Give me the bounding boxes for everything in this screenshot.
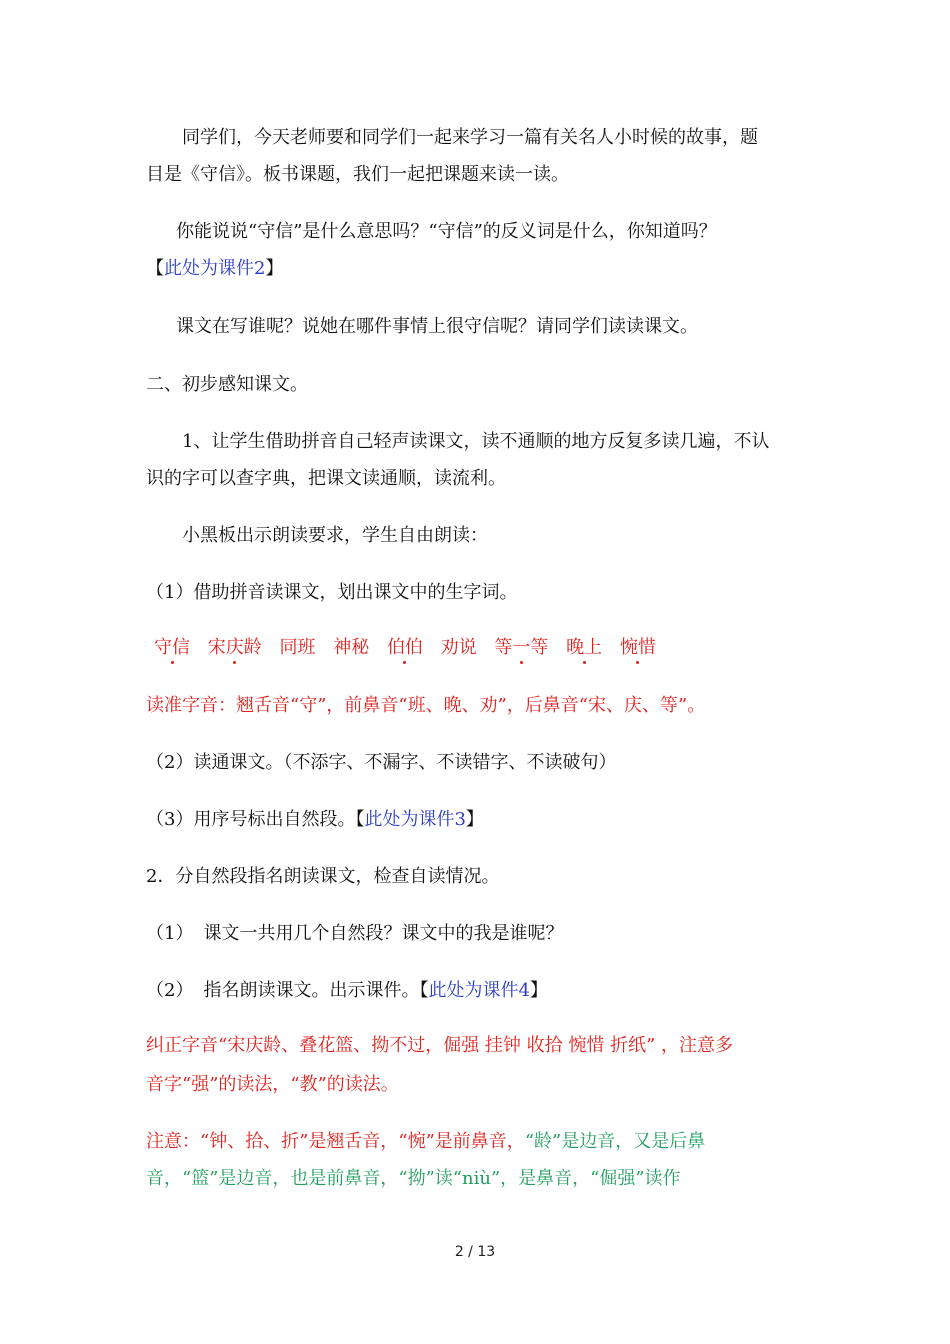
bracket-close: 】 bbox=[465, 809, 484, 830]
requirement-3-text: （3）用序号标出自然段。【 bbox=[146, 809, 365, 830]
blackboard-note: 小黑板出示朗读要求，学生自由朗读： bbox=[182, 525, 488, 546]
requirement-3 bbox=[146, 808, 484, 832]
intro-line-2: 目是《守信》。板书课题，我们一起把课题来读一读。 bbox=[146, 164, 569, 185]
question-2 bbox=[146, 979, 548, 1003]
note-line-1-green: “龄”是边音，又是后鼻 bbox=[524, 1131, 706, 1152]
read-prompt: 课文在写谁呢？说她在哪件事情上很守信呢？请同学们读读课文。 bbox=[176, 316, 698, 337]
vocab-word: 神秘 bbox=[333, 637, 370, 658]
vocab-word: 守信 bbox=[154, 637, 190, 658]
page-number: 2 / 13 bbox=[454, 1244, 496, 1260]
vocab-word: 惋惜 bbox=[619, 637, 656, 658]
question-line: 你能说说“守信”是什么意思吗？“守信”的反义词是什么，你知道吗？ bbox=[176, 221, 717, 242]
requirement-1: （1）借助拼音读课文，划出课文中的生字词。 bbox=[146, 582, 518, 603]
intro-line-1: 同学们，今天老师要和同学们一起来学习一篇有关名人小时候的故事，题 bbox=[182, 127, 758, 148]
vocab-word: 宋庆龄 bbox=[207, 637, 262, 658]
note-line-1-red: 注意：“钟、拾、折”是翘舌音，“惋”是前鼻音， bbox=[146, 1131, 525, 1152]
step-1-line-1: 1、让学生借助拼音自己轻声读课文，读不通顺的地方反复多读几遍，不认 bbox=[182, 431, 770, 452]
vocab-word: 同班 bbox=[279, 637, 316, 658]
question-1 bbox=[146, 922, 563, 946]
correction-line-2: 音字“强”的读法，“教”的读法。 bbox=[146, 1074, 399, 1095]
requirement-2: （2）读通课文。（不添字、不漏字、不读错字、不读破句） bbox=[146, 752, 617, 773]
bracket-close: 】 bbox=[265, 258, 284, 279]
question-2-text: 指名朗读课文。出示课件。【 bbox=[203, 980, 429, 1001]
note-line-1 bbox=[146, 1130, 705, 1154]
step-1-line-2: 识的字可以查字典，把课文读通顺，读流利。 bbox=[146, 468, 506, 489]
courseware-2-link[interactable]: 此处为课件2 bbox=[164, 258, 266, 279]
step-2: 2．分自然段指名朗读课文，检查自读情况。 bbox=[146, 866, 500, 887]
question-1-number: （1） bbox=[146, 923, 194, 944]
courseware-4-link[interactable]: 此处为课件4 bbox=[428, 980, 530, 1001]
vocab-word: 晚上 bbox=[566, 637, 603, 658]
correction-line-1: 纠正字音“宋庆龄、叠花篮、拗不过，倔强 挂钟 收拾 惋惜 折纸” ，注意多 bbox=[146, 1035, 734, 1056]
question-1-text: 课文一共用几个自然段？课文中的我是谁呢？ bbox=[203, 923, 564, 944]
courseware-3-link[interactable]: 此处为课件3 bbox=[364, 809, 466, 830]
note-line-2: 音，“篮”是边音，也是前鼻音，“拗”读“niù”，是鼻音，“倔强”读作 bbox=[146, 1168, 681, 1189]
pronunciation-note: 读准字音：翘舌音“守”，前鼻音“班、晚、劝”，后鼻音“宋、庆、等”。 bbox=[146, 695, 706, 716]
bracket-open: 【 bbox=[146, 258, 164, 279]
vocab-words bbox=[154, 636, 656, 660]
vocab-word: 伯伯 bbox=[386, 637, 423, 658]
vocab-word: 劝说 bbox=[440, 637, 477, 658]
section-heading-2: 二、初步感知课文。 bbox=[146, 374, 308, 395]
question-2-number: （2） bbox=[146, 980, 194, 1001]
courseware-2-line bbox=[146, 257, 283, 281]
vocab-word: 等一等 bbox=[494, 637, 549, 658]
bracket-close: 】 bbox=[529, 980, 548, 1001]
